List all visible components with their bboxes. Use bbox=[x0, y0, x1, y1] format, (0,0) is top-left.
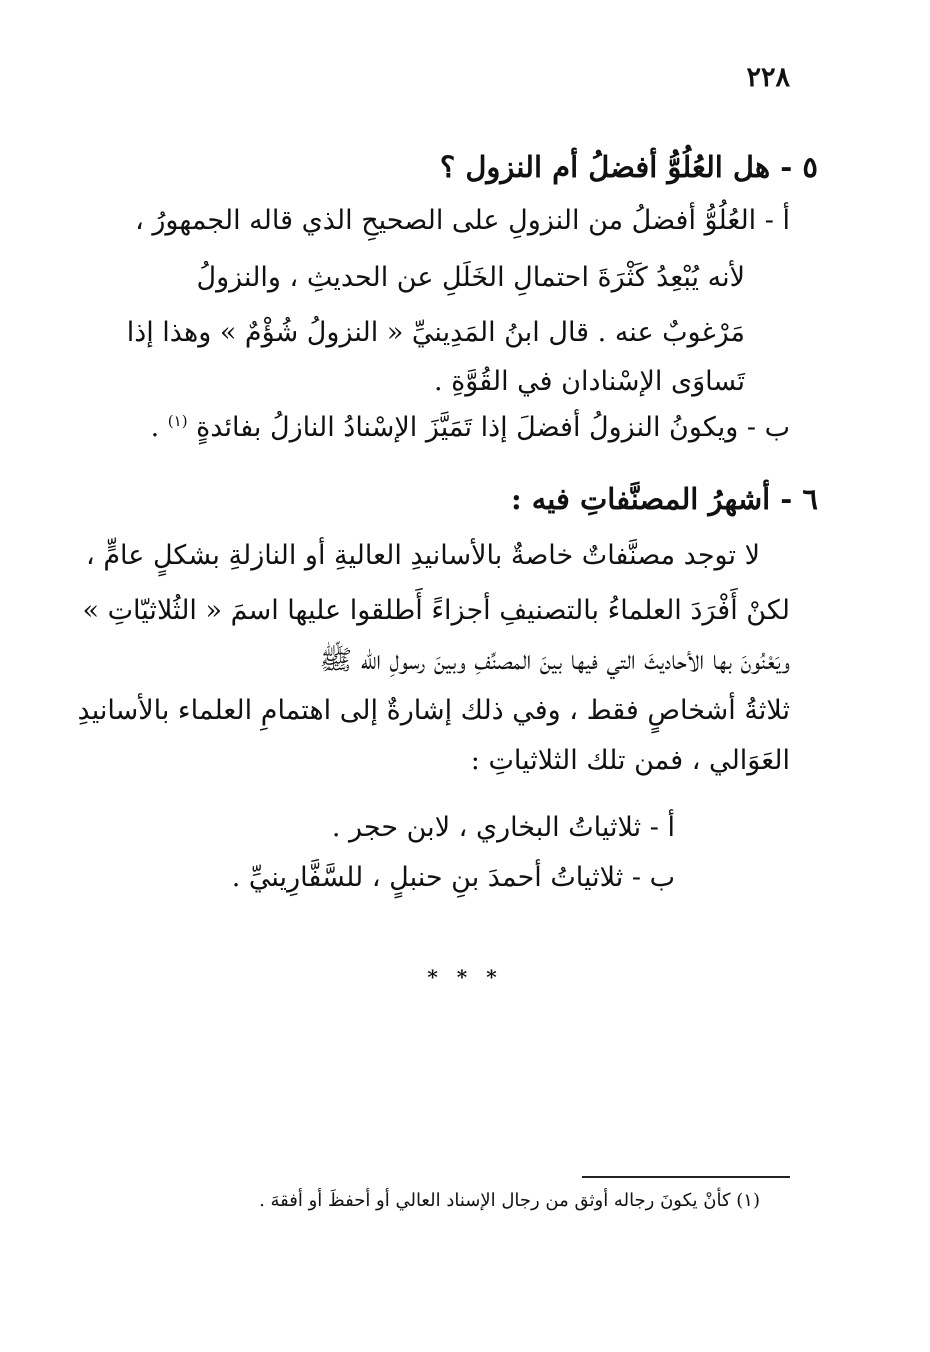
section-6-line-5: العَوَالي ، فمن تلك الثلاثياتِ : bbox=[470, 745, 790, 776]
item-b-label: ب - bbox=[746, 412, 790, 443]
section-6-heading: ٦ - أشهرُ المصنَّفاتِ فيه : bbox=[510, 482, 818, 516]
section-6-line-2: لكنْ أَفْرَدَ العلماءُ بالتصنيفِ أجزاءً أَطلقوا عليها اسمَ « الثُلاثيّاتِ » bbox=[82, 595, 790, 626]
footnote-reference: (١) bbox=[167, 412, 188, 430]
item-a-text: العُلُوُّ أفضلُ من النزولِ على الصحيحِ الذي قاله الجمهورُ ، bbox=[135, 205, 757, 236]
section-6-line-1: لا توجد مصنَّفاتٌ خاصةٌ بالأسانيدِ العاليةِ أو النازلةِ بشكلٍ عامٍّ ، bbox=[86, 540, 760, 571]
section-separator: * * * bbox=[427, 965, 503, 989]
section-6-line-3: ويَعْنُونَ بها الأحاديثَ التي فيها بينَ المصنِّفِ وبينَ رسولِ الله ﷺ bbox=[319, 645, 790, 676]
section-5-item-a-line-4: تَساوَى الإسْنادان في القُوَّةِ . bbox=[433, 366, 745, 397]
footnote-divider bbox=[582, 1176, 790, 1178]
section-6-list-item-b bbox=[232, 862, 675, 894]
list-item-a-text: ثلاثياتُ البخاري ، لابن حجر . bbox=[331, 812, 642, 843]
page-number: ٢٢٨ bbox=[746, 62, 790, 93]
section-5-item-a-line-1 bbox=[135, 205, 790, 237]
section-5-heading: ٥ - هل العُلُوُّ أفضلُ أم النزول ؟ bbox=[439, 150, 818, 184]
list-item-b-text: ثلاثياتُ أحمدَ بنِ حنبلٍ ، للسَّفَّارِينيِّ . bbox=[231, 862, 624, 893]
section-6-list-item-a bbox=[332, 812, 675, 844]
section-6-line-4: ثلاثةُ أشخاصٍ فقط ، وفي ذلك إشارةٌ إلى اهتمامِ العلماء بالأسانيدِ bbox=[77, 695, 790, 726]
section-5-item-a-line-3: مَرْغوبٌ عنه . قال ابنُ المَدِينيِّ « النزولُ شُؤْمٌ » وهذا إذا bbox=[126, 317, 745, 348]
item-b-end: . bbox=[150, 412, 160, 443]
item-b-text: ويكونُ النزولُ أفضلَ إذا تَمَيَّزَ الإسْنادُ النازلُ بفائدةٍ bbox=[196, 412, 739, 443]
list-item-a-label: أ - bbox=[649, 812, 675, 843]
footnote-1: (١) كأنْ يكونَ رجاله أوثق من رجال الإسناد العالي أو أحفظَ أو أفقهَ . bbox=[259, 1190, 760, 1211]
section-5-item-b bbox=[151, 412, 790, 444]
list-item-b-label: ب - bbox=[631, 862, 675, 893]
section-5-item-a-line-2: لأنه يُبْعِدُ كَثْرَةَ احتمالِ الخَلَلِ عن الحديثِ ، والنزولُ bbox=[196, 262, 745, 293]
item-a-label: أ - bbox=[764, 205, 790, 236]
